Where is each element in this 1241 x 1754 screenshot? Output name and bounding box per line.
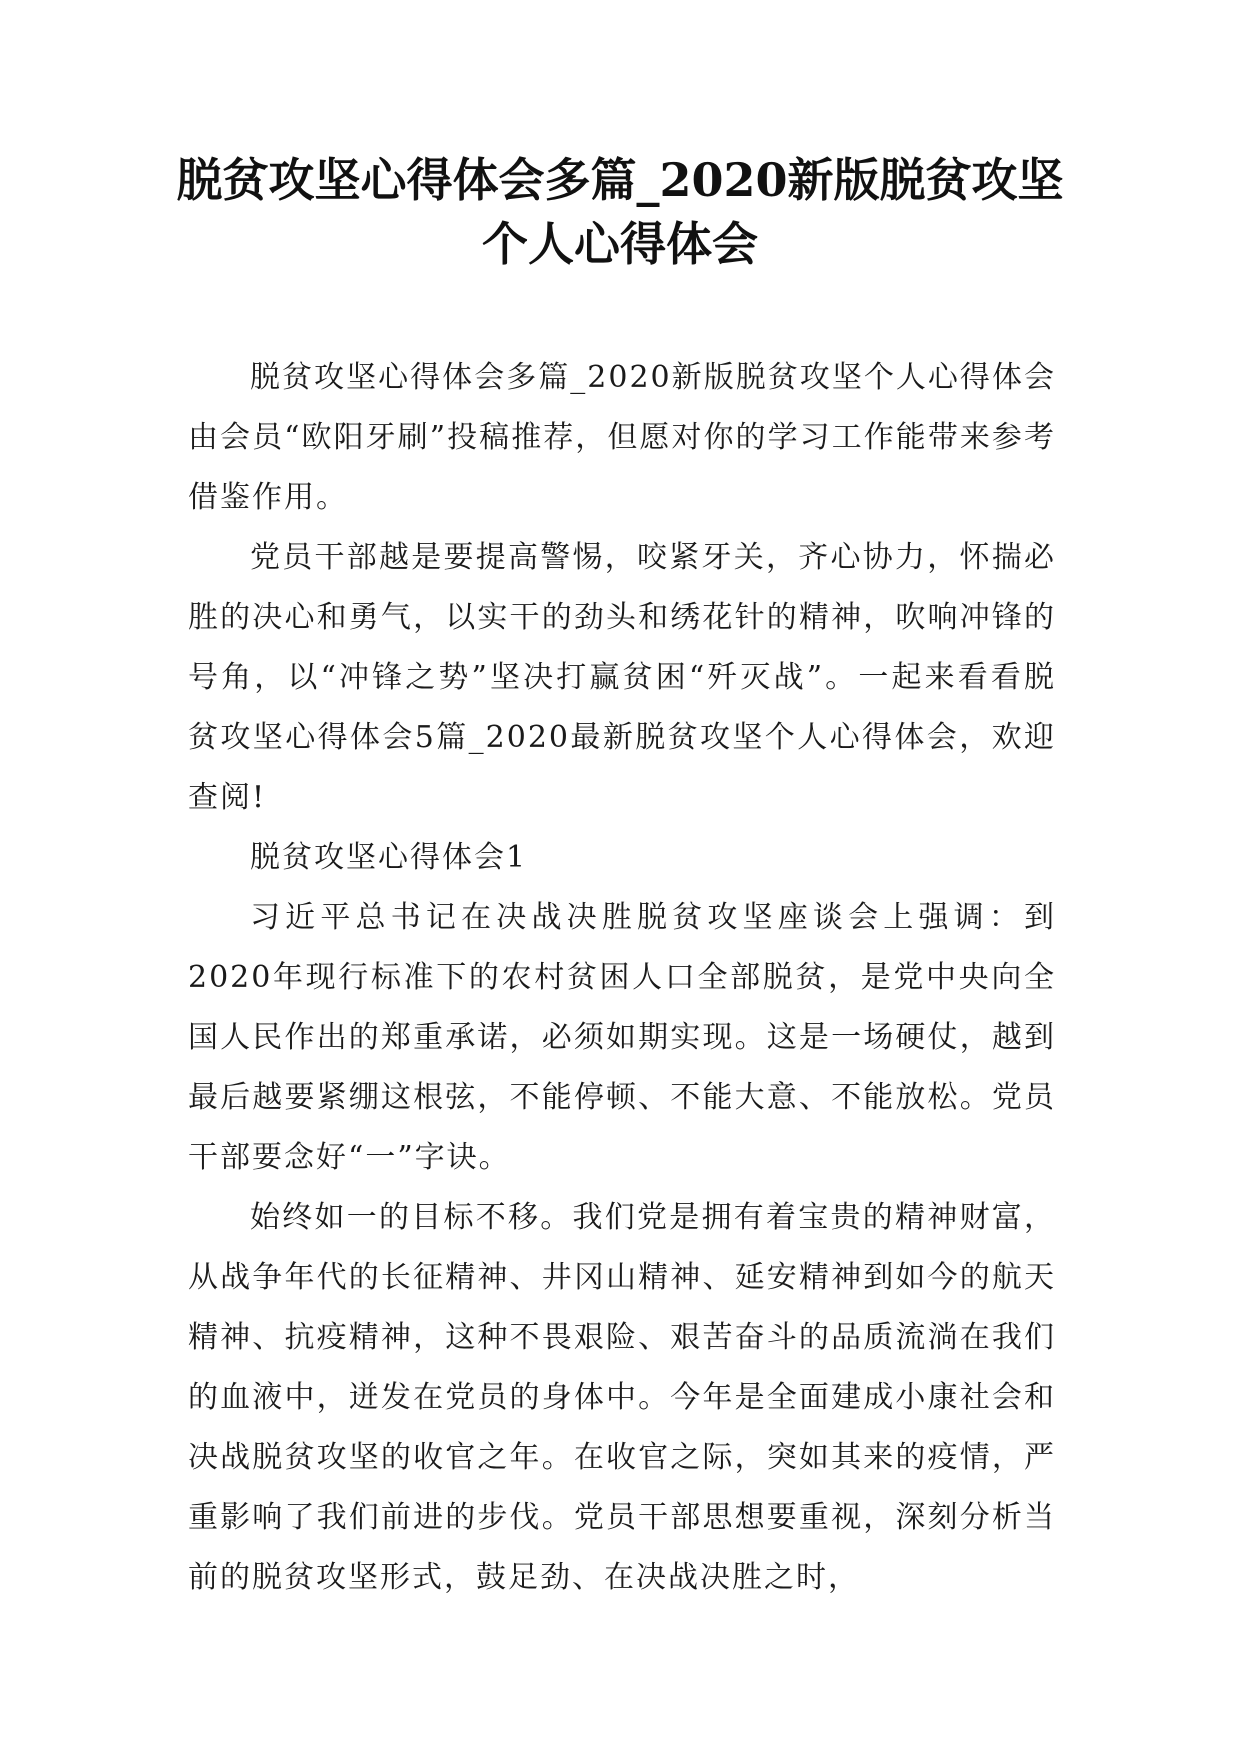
summary-paragraph: 党员干部越是要提高警惕，咬紧牙关，齐心协力，怀揣必胜的决心和勇气，以实干的劲头和绣花针的精神，吹响冲锋的号角，以“冲锋之势”坚决打赢贫困“歼灭战”。一起来看看脱贫攻坚心得体会5篇_2020最新脱贫攻坚个人心得体会，欢迎查阅! (188, 540, 1056, 815)
body-paragraph: 始终如一的目标不移。我们党是拥有着宝贵的精神财富，从战争年代的长征精神、井冈山精神、延安精神到如今的航天精神、抗疫精神，这种不畏艰险、艰苦奋斗的品质流淌在我们的血液中，迸发在党员的身体中。今年是全面建成小康社会和决战脱贫攻坚的收官之年。在收官之际，突如其来的疫情，严重影响了我们前进的步伐。党员干部思想要重视，深刻分析当前的脱贫攻坚形式，鼓足劲、在决战决胜之时， (188, 1200, 1056, 1595)
document-body (188, 348, 1056, 1608)
document-title (140, 148, 1100, 276)
section-heading: 脱贫攻坚心得体会1 (250, 840, 528, 875)
intro-paragraph: 脱贫攻坚心得体会多篇_2020新版脱贫攻坚个人心得体会由会员“欧阳牙刷”投稿推荐，但愿对你的学习工作能带来参考借鉴作用。 (188, 360, 1056, 515)
title-line-2: 个人心得体会 (482, 217, 758, 271)
title-line-1: 脱贫攻坚心得体会多篇_2020新版脱贫攻坚 (176, 153, 1064, 207)
body-paragraph: 习近平总书记在决战决胜脱贫攻坚座谈会上强调：到2020年现行标准下的农村贫困人口全部脱贫，是党中央向全国人民作出的郑重承诺，必须如期实现。这是一场硬仗，越到最后越要紧绷这根弦，不能停顿、不能大意、不能放松。党员干部要念好“一”字诀。 (188, 900, 1056, 1175)
